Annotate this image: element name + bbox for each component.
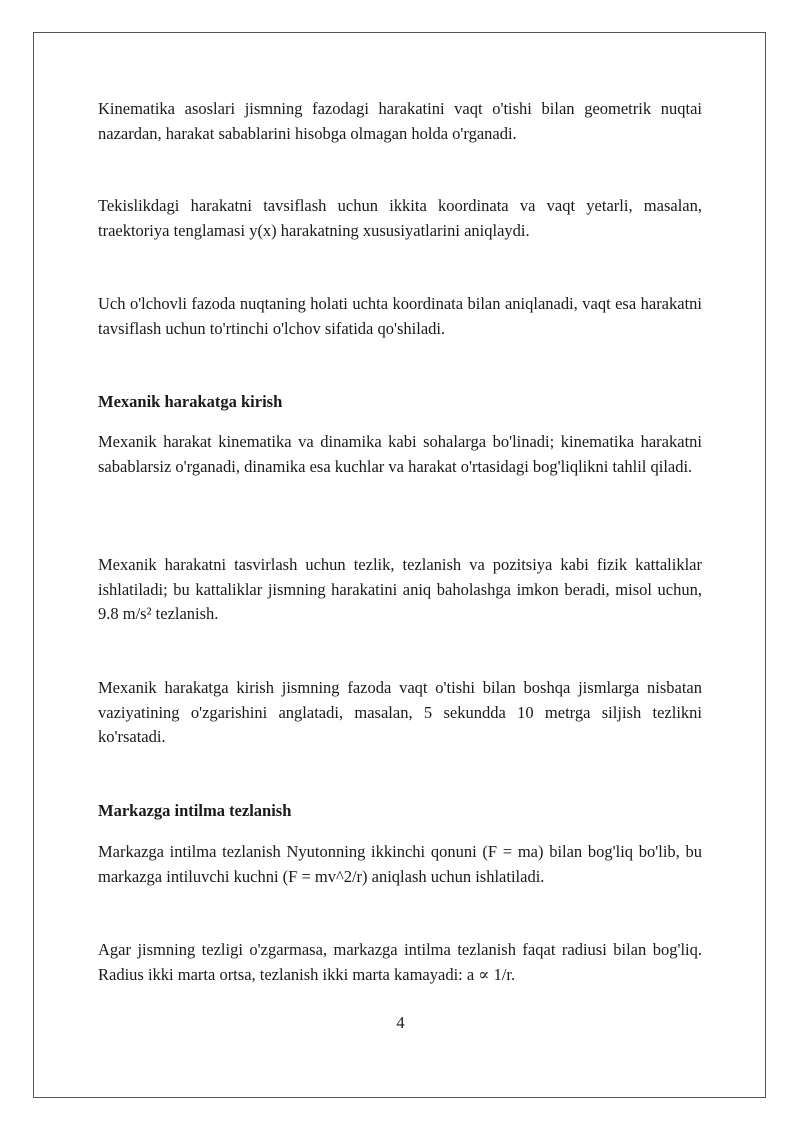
paragraph-nyuton-qonuni: Markazga intilma tezlanish Nyutonning ikkinchi qonuni (F = ma) bilan bog'liq bo'lib, bu markazga intiluvchi kuchni (F = mv^2/r) aniqlash uchun ishlatiladi.	[98, 842, 702, 886]
page-number: 4	[396, 1013, 405, 1032]
paragraph-vaziyat-ozgarishi: Mexanik harakatga kirish jismning fazoda vaqt o'tishi bilan boshqa jismlarga nisbatan vaziyatining o'zgarishini anglatadi, masalan, 5 sekundda 10 metrga siljish tezlikni ko'rsatadi.	[98, 678, 702, 746]
paragraph-radius-bogliqligi: Agar jismning tezligi o'zgarmasa, markazga intilma tezlanish faqat radiusi bilan bog'liq. Radius ikki marta ortsa, tezlanish ikki marta kamayadi: a ∝ 1/r.	[98, 940, 702, 984]
paragraph-kinematika-asoslari: Kinematika asoslari jismning fazodagi harakatini vaqt o'tishi bilan geometrik nuqtai nazardan, harakat sabablarini hisobga olmagan holda o'rganadi.	[98, 99, 702, 143]
document-page	[33, 32, 766, 1098]
paragraph-fizik-kattaliklar: Mexanik harakatni tasvirlash uchun tezlik, tezlanish va pozitsiya kabi fizik kattaliklar ishlatiladi; bu kattaliklar jismning harakatini aniq baholashga imkon beradi, misol uchun, 9.8 m/s² tezlanish.	[98, 555, 702, 623]
heading-markazga-intilma-tezlanish: Markazga intilma tezlanish	[98, 801, 292, 820]
paragraph-tekislikdagi-harakat: Tekislikdagi harakatni tavsiflash uchun ikkita koordinata va vaqt yetarli, masalan, traektoriya tenglamasi y(x) harakatning xususiyatlarini aniqlaydi.	[98, 196, 702, 240]
heading-mexanik-harakatga-kirish: Mexanik harakatga kirish	[98, 392, 283, 411]
paragraph-mexanik-harakat-sohalari: Mexanik harakat kinematika va dinamika kabi sohalarga bo'linadi; kinematika harakatni sabablarsiz o'rganadi, dinamika esa kuchlar va harakat o'rtasidagi bog'liqlikni tahlil qiladi.	[98, 432, 702, 476]
paragraph-uch-olchovli-fazo: Uch o'lchovli fazoda nuqtaning holati uchta koordinata bilan aniqlanadi, vaqt esa harakatni tavsiflash uchun to'rtinchi o'lchov sifatida qo'shiladi.	[98, 294, 702, 338]
